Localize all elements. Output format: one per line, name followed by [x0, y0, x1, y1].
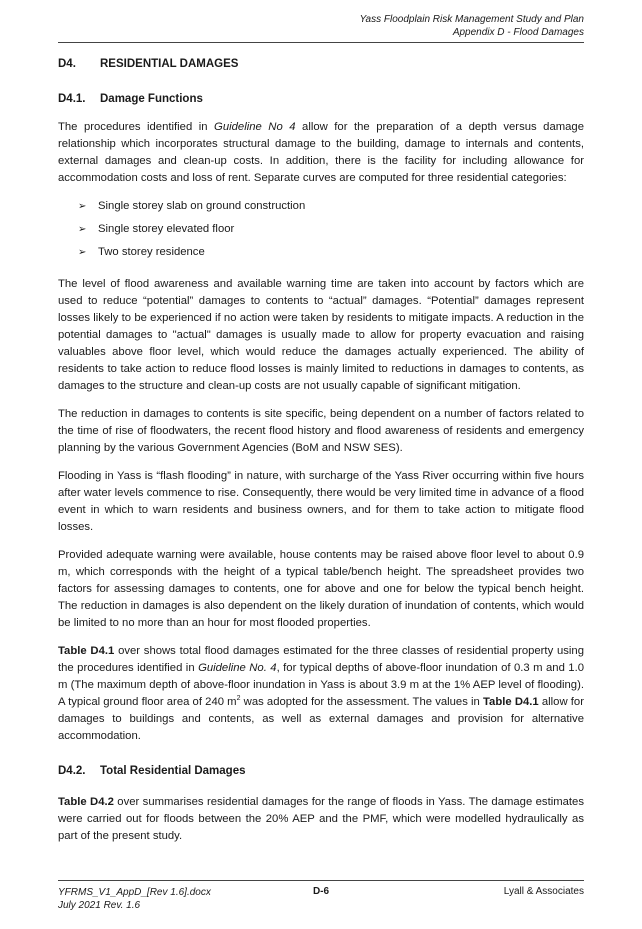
table-reference: Table D4.1	[483, 696, 539, 708]
list-item: ➢ Single storey elevated floor	[58, 221, 584, 244]
header-study-title: Yass Floodplain Risk Management Study and Plan	[359, 14, 584, 25]
list-item: ➢ Two storey residence	[58, 244, 584, 267]
footer-filename: YFRMS_V1_AppD_[Rev 1.6].docx	[58, 887, 211, 898]
residential-categories-list	[58, 198, 584, 267]
arrow-bullet-icon: ➢	[78, 224, 87, 235]
paragraph-contents-reduction: The reduction in damages to contents is site specific, being dependent on a number of factors related to the time of rise of floodwaters, the recent flood history and flood awareness of residents and emergency planning by the various Government Agencies (BoM and NSW SES).	[58, 408, 584, 454]
subsection-heading-total-damages	[58, 763, 584, 780]
list-item: ➢ Single storey slab on ground construction	[58, 198, 584, 221]
paragraph-table-d41: Table D4.1 over shows total flood damages estimated for the three classes of residential property using the procedures identified in Guideline No. 4, for typical depths of above-floor inundation of 0.3 m and 1.0 m (The maximum depth of above-floor inundation in Yass is about 3.9 m at the 1% AEP level of flooding). A typical ground floor area of 240 $m^2$ was adopted for the assessment. The values in Table D4.1 allow for damages to buildings and contents, as well as external damages and provision for alternative accommodation.	[58, 645, 585, 742]
table-reference: Table D4.2	[58, 796, 114, 808]
paragraph-flash-flooding: Flooding in Yass is “flash flooding” in nature, with surcharge of the Yass River occurring within five hours after water levels commence to rise. Consequently, there would be very limited time in advance of a flood event in which to warn residents and business owners, and for them to take action to mitigate flood losses.	[58, 470, 584, 533]
subsection-title: Total Residential Damages	[100, 765, 246, 777]
table-reference: Table D4.1	[58, 645, 115, 657]
footer-company: Lyall & Associates	[503, 886, 584, 897]
paragraph-warning: Provided adequate warning were available, house contents may be raised above floor level to about 0.9 m, which corresponds with the height of a typical table/bench height. The spreadsheet provides two factors for assessing damages to contents, one for above and one for below the typical bench height. The reduction in damages is also dependent on the likely duration of inundation of contents, which would be limited to no more than an hour for most flooded properties.	[58, 549, 584, 629]
header-divider	[58, 42, 584, 43]
subsection-number: D4.1.	[58, 93, 86, 105]
paragraph-flood-awareness: The level of flood awareness and available warning time are taken into account by factors which are used to reduce “potential” damages to contents to “actual” damages. “Potential” damages represent losses likely to be experienced if no action were taken by residents to mitigate impacts. A reduction in the potential damages to "actual" damages is usually made to allow for property evacuation and raising valuables above floor level, which would reduce the damages actually experienced. The ability of residents to take action to reduce flood losses is mainly limited to reductions in damages to contents, as damages to the structure and clean-up costs are not usually capable of significant mitigation.	[58, 278, 584, 392]
paragraph-procedures: The procedures identified in Guideline No 4 allow for the preparation of a depth versus damage relationship which incorporates structural damage to the building, damage to internals and contents, external damages and clean-up costs. In addition, there is the facility for including allowance for accommodation costs and loss of rent. Separate curves are computed for three residential categories:	[58, 121, 584, 184]
section-heading	[58, 56, 584, 73]
arrow-bullet-icon: ➢	[78, 247, 87, 258]
page-body	[58, 56, 584, 856]
guideline-reference: Guideline No. 4	[198, 662, 277, 674]
paragraph-table-d42: Table D4.2 over summarises residential damages for the range of floods in Yass. The damage estimates were carried out for floods between the 20% AEP and the PMF, which were modelled hydraulically as part of the present study.	[58, 796, 584, 842]
header-appendix-title: Appendix D - Flood Damages	[452, 27, 584, 38]
arrow-bullet-icon: ➢	[78, 201, 87, 212]
page-header	[164, 13, 584, 39]
footer-date-revision: July 2021 Rev. 1.6	[58, 900, 141, 911]
page-number: D-6	[312, 886, 330, 897]
subsection-title: Damage Functions	[100, 93, 203, 105]
footer-divider	[58, 880, 584, 881]
subsection-heading-damage-functions	[58, 91, 584, 108]
guideline-reference: Guideline No 4	[214, 121, 296, 133]
section-title: RESIDENTIAL DAMAGES	[100, 58, 239, 70]
subsection-number: D4.2.	[58, 765, 86, 777]
section-number: D4.	[58, 58, 76, 70]
